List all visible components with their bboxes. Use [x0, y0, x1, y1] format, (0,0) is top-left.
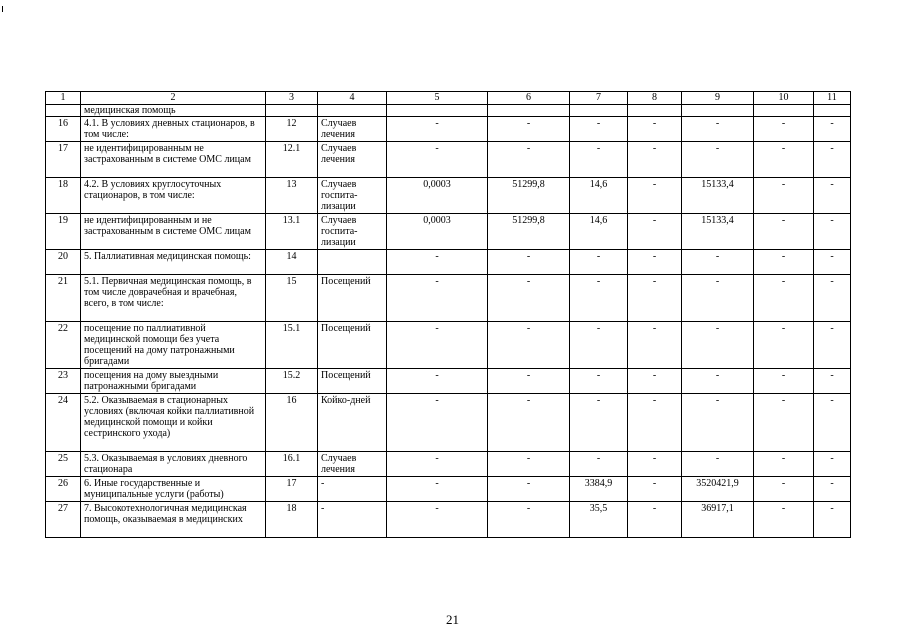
cell-unit [318, 250, 387, 275]
cell-c8: - [628, 117, 682, 142]
cell-code: 14 [266, 250, 318, 275]
cell-no [46, 105, 81, 117]
cell-no: 23 [46, 369, 81, 394]
cell-c6: - [488, 322, 570, 369]
cell-name: 4.1. В условиях дневных стационаров, в том числе: [81, 117, 266, 142]
cell-c5: 0,0003 [387, 178, 488, 214]
cell-unit: - [318, 477, 387, 502]
cell-unit: Посещений [318, 369, 387, 394]
cell-code: 13.1 [266, 214, 318, 250]
table-row [46, 477, 851, 502]
cell-c11: - [814, 117, 851, 142]
cell-c6: - [488, 477, 570, 502]
col-header-9: 9 [682, 92, 754, 105]
cell-no: 24 [46, 394, 81, 452]
cell-no: 27 [46, 502, 81, 538]
cell-c8: - [628, 477, 682, 502]
cell-c10: - [754, 502, 814, 538]
cell-code: 15.2 [266, 369, 318, 394]
cell-c8: - [628, 502, 682, 538]
cell-unit: Посещений [318, 275, 387, 322]
table-row [46, 322, 851, 369]
cell-c7: 14,6 [570, 178, 628, 214]
cell-c7: 14,6 [570, 214, 628, 250]
cell-no: 21 [46, 275, 81, 322]
cell-c9: - [682, 394, 754, 452]
cell-c5: - [387, 502, 488, 538]
cell-unit: - [318, 502, 387, 538]
cell-no: 16 [46, 117, 81, 142]
cell-c11: - [814, 142, 851, 178]
cell-c9: 15133,4 [682, 178, 754, 214]
cell-c11: - [814, 322, 851, 369]
cell-name: медицинская помощь [81, 105, 266, 117]
cell-no: 20 [46, 250, 81, 275]
cell-unit: Случаев лечения [318, 117, 387, 142]
cell-c7: - [570, 369, 628, 394]
cell-c10: - [754, 142, 814, 178]
cell-c9: - [682, 369, 754, 394]
table-row [46, 214, 851, 250]
cell-c6: - [488, 117, 570, 142]
table-body [46, 105, 851, 538]
cell-c10 [754, 105, 814, 117]
cell-c11: - [814, 477, 851, 502]
cell-code: 12 [266, 117, 318, 142]
cell-c6: 51299,8 [488, 178, 570, 214]
cell-name: 5.2. Оказываемая в стационарных условиях (включая койки паллиативной медицинской помощи и койки сестринского ухода) [81, 394, 266, 452]
table-row [46, 142, 851, 178]
cell-c9 [682, 105, 754, 117]
cell-c9: 36917,1 [682, 502, 754, 538]
cell-c6: 51299,8 [488, 214, 570, 250]
cell-c7: - [570, 322, 628, 369]
cell-c6 [488, 105, 570, 117]
cell-c9: - [682, 452, 754, 477]
cell-c7: - [570, 117, 628, 142]
cell-c5: - [387, 142, 488, 178]
cell-c5: - [387, 369, 488, 394]
cell-code: 13 [266, 178, 318, 214]
cell-unit: Случаев лечения [318, 142, 387, 178]
cell-c7: 3384,9 [570, 477, 628, 502]
cell-c6: - [488, 502, 570, 538]
cell-code [266, 105, 318, 117]
table-row [46, 452, 851, 477]
cell-name: 7. Высокотехнологичная медицинская помощь, оказываемая в медицинских [81, 502, 266, 538]
col-header-6: 6 [488, 92, 570, 105]
cell-c8: - [628, 394, 682, 452]
cell-no: 26 [46, 477, 81, 502]
cell-code: 16 [266, 394, 318, 452]
cell-c10: - [754, 117, 814, 142]
col-header-4: 4 [318, 92, 387, 105]
cell-name: 5.1. Первичная медицинская помощь, в том числе доврачебная и врачебная, всего, в том числе: [81, 275, 266, 322]
col-header-11: 11 [814, 92, 851, 105]
table-row [46, 117, 851, 142]
cell-unit [318, 105, 387, 117]
cell-c7 [570, 105, 628, 117]
cell-no: 25 [46, 452, 81, 477]
cell-c10: - [754, 178, 814, 214]
col-header-3: 3 [266, 92, 318, 105]
cell-unit: Случаев госпита-лизации [318, 214, 387, 250]
cell-c9: - [682, 117, 754, 142]
cell-c8: - [628, 250, 682, 275]
cell-c9: 15133,4 [682, 214, 754, 250]
cell-unit: Койко-дней [318, 394, 387, 452]
cell-c8: - [628, 322, 682, 369]
col-header-8: 8 [628, 92, 682, 105]
cell-c8: - [628, 214, 682, 250]
cell-c5: 0,0003 [387, 214, 488, 250]
table-row [46, 178, 851, 214]
cell-c8: - [628, 369, 682, 394]
cell-code: 16.1 [266, 452, 318, 477]
cell-c10: - [754, 394, 814, 452]
cell-c10: - [754, 477, 814, 502]
cell-no: 22 [46, 322, 81, 369]
cell-c11: - [814, 214, 851, 250]
cell-c6: - [488, 250, 570, 275]
cell-code: 12.1 [266, 142, 318, 178]
cell-c10: - [754, 369, 814, 394]
col-header-5: 5 [387, 92, 488, 105]
cell-c5 [387, 105, 488, 117]
cell-no: 17 [46, 142, 81, 178]
cell-c8: - [628, 142, 682, 178]
cell-c5: - [387, 477, 488, 502]
cell-c10: - [754, 275, 814, 322]
cell-c10: - [754, 214, 814, 250]
cell-no: 19 [46, 214, 81, 250]
cell-name: не идентифицированным и не застрахованным в системе ОМС лицам [81, 214, 266, 250]
cell-c11: - [814, 502, 851, 538]
cell-c5: - [387, 322, 488, 369]
cell-c6: - [488, 369, 570, 394]
cell-unit: Посещений [318, 322, 387, 369]
header-row [46, 92, 851, 105]
cell-c5: - [387, 452, 488, 477]
cell-c6: - [488, 142, 570, 178]
cell-c7: 35,5 [570, 502, 628, 538]
cell-c7: - [570, 452, 628, 477]
cell-c7: - [570, 250, 628, 275]
cell-c9: - [682, 275, 754, 322]
cell-c6: - [488, 394, 570, 452]
cell-name: 4.2. В условиях круглосуточных стационаров, в том числе: [81, 178, 266, 214]
cell-name: не идентифицированным не застрахованным в системе ОМС лицам [81, 142, 266, 178]
cell-name: 5.3. Оказываемая в условиях дневного стационара [81, 452, 266, 477]
cell-c11 [814, 105, 851, 117]
cell-c6: - [488, 275, 570, 322]
cell-c5: - [387, 275, 488, 322]
cell-unit: Случаев госпита-лизации [318, 178, 387, 214]
col-header-1: 1 [46, 92, 81, 105]
cell-c9: - [682, 142, 754, 178]
cell-c7: - [570, 394, 628, 452]
table-row [46, 275, 851, 322]
cell-c11: - [814, 369, 851, 394]
col-header-10: 10 [754, 92, 814, 105]
cell-c11: - [814, 250, 851, 275]
col-header-2: 2 [81, 92, 266, 105]
cell-no: 18 [46, 178, 81, 214]
table-row [46, 502, 851, 538]
data-table [45, 91, 851, 538]
cell-name: 5. Паллиативная медицинская помощь: [81, 250, 266, 275]
cell-name: посещения на дому выездными патронажными бригадами [81, 369, 266, 394]
cell-name: посещение по паллиативной медицинской помощи без учета посещений на дому патронажными бригадами [81, 322, 266, 369]
cell-c11: - [814, 178, 851, 214]
cell-c10: - [754, 250, 814, 275]
cell-c11: - [814, 394, 851, 452]
table-row [46, 369, 851, 394]
cell-code: 18 [266, 502, 318, 538]
margin-mark [2, 6, 3, 12]
cell-c9: - [682, 250, 754, 275]
cell-c5: - [387, 250, 488, 275]
cell-c9: 3520421,9 [682, 477, 754, 502]
cell-c7: - [570, 275, 628, 322]
cell-c5: - [387, 394, 488, 452]
cell-c6: - [488, 452, 570, 477]
cell-c11: - [814, 275, 851, 322]
cell-c5: - [387, 117, 488, 142]
cell-c8: - [628, 178, 682, 214]
cell-c8: - [628, 452, 682, 477]
cell-c9: - [682, 322, 754, 369]
cell-c7: - [570, 142, 628, 178]
page-number: 21 [446, 612, 459, 627]
continuation-row [46, 105, 851, 117]
cell-c11: - [814, 452, 851, 477]
cell-c10: - [754, 322, 814, 369]
cell-c10: - [754, 452, 814, 477]
table-row [46, 394, 851, 452]
cell-c8: - [628, 275, 682, 322]
cell-c8 [628, 105, 682, 117]
cell-unit: Случаев лечения [318, 452, 387, 477]
table-row [46, 250, 851, 275]
cell-name: 6. Иные государственные и муниципальные услуги (работы) [81, 477, 266, 502]
cell-code: 15.1 [266, 322, 318, 369]
col-header-7: 7 [570, 92, 628, 105]
cell-code: 17 [266, 477, 318, 502]
cell-code: 15 [266, 275, 318, 322]
